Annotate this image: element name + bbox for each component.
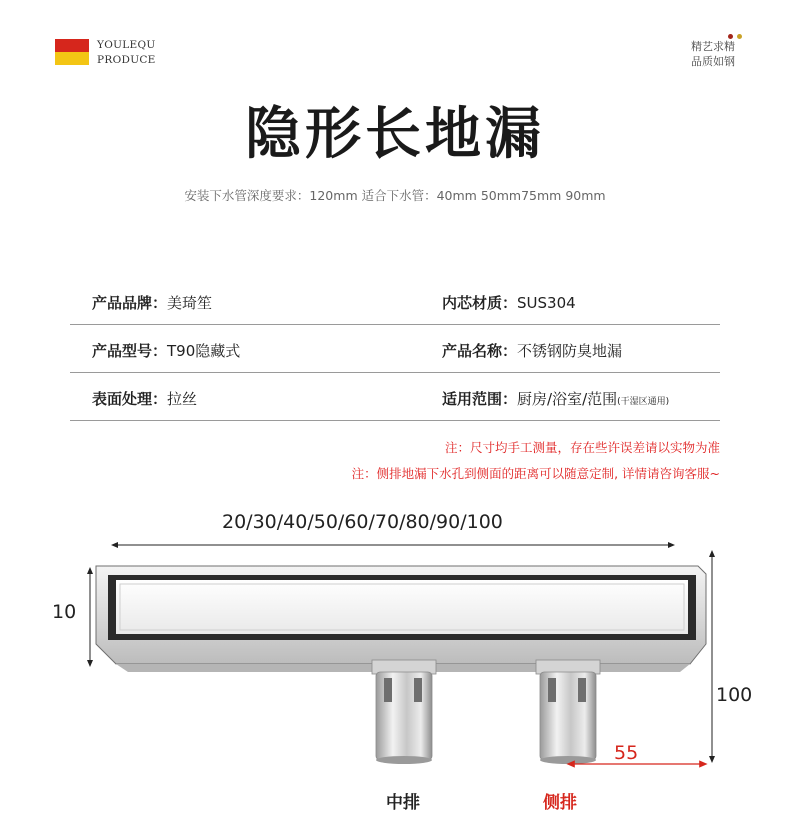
spec-key: 产品名称： <box>442 342 518 360</box>
note-measurement: 注：尺寸均手工测量，存在些许误差请以实物为准 <box>444 440 720 455</box>
spec-value: SUS304 <box>517 294 576 312</box>
drain-body <box>96 566 706 672</box>
page-title: 隐形长地漏 <box>245 102 545 167</box>
width-options-label: 20/30/40/50/60/70/80/90/100 <box>222 511 503 533</box>
side-outlet-label: 侧排 <box>543 793 577 813</box>
spec-key: 产品品牌： <box>92 294 168 312</box>
center-outlet-label: 中排 <box>386 793 420 813</box>
brand-line-1: YOULEQU <box>97 39 156 51</box>
spec-value: 美琦笙 <box>167 294 213 312</box>
spec-value: 厨房/浴室/范围 <box>517 390 618 408</box>
spec-value-note: (干湿区通用) <box>617 397 670 407</box>
spec-key: 表面处理： <box>92 390 168 408</box>
depth-label: 100 <box>716 684 753 706</box>
height-label: 10 <box>52 601 77 623</box>
slogan-line-2: 品质如钢 <box>691 55 735 68</box>
spec-key: 适用范围： <box>442 390 518 408</box>
spec-value: 不锈钢防臭地漏 <box>517 342 623 360</box>
side-outlet-pipe <box>536 660 600 764</box>
brand-line-2: PRODUCE <box>97 54 156 66</box>
spec-key: 内芯材质： <box>442 294 518 312</box>
page-subtitle: 安装下水管深度要求：120mm 适合下水管：40mm 50mm75mm 90mm <box>184 188 606 203</box>
spec-value: T90隐藏式 <box>167 342 241 360</box>
spec-value: 拉丝 <box>167 390 198 408</box>
spec-key: 产品型号： <box>92 342 168 360</box>
offset-label: 55 <box>614 742 639 764</box>
note-customization: 注：侧排地漏下水孔到侧面的距离可以随意定制, 详情请咨询客服~ <box>351 466 720 481</box>
center-outlet-pipe <box>372 660 436 764</box>
slogan-line-1: 精艺求精 <box>691 40 735 53</box>
